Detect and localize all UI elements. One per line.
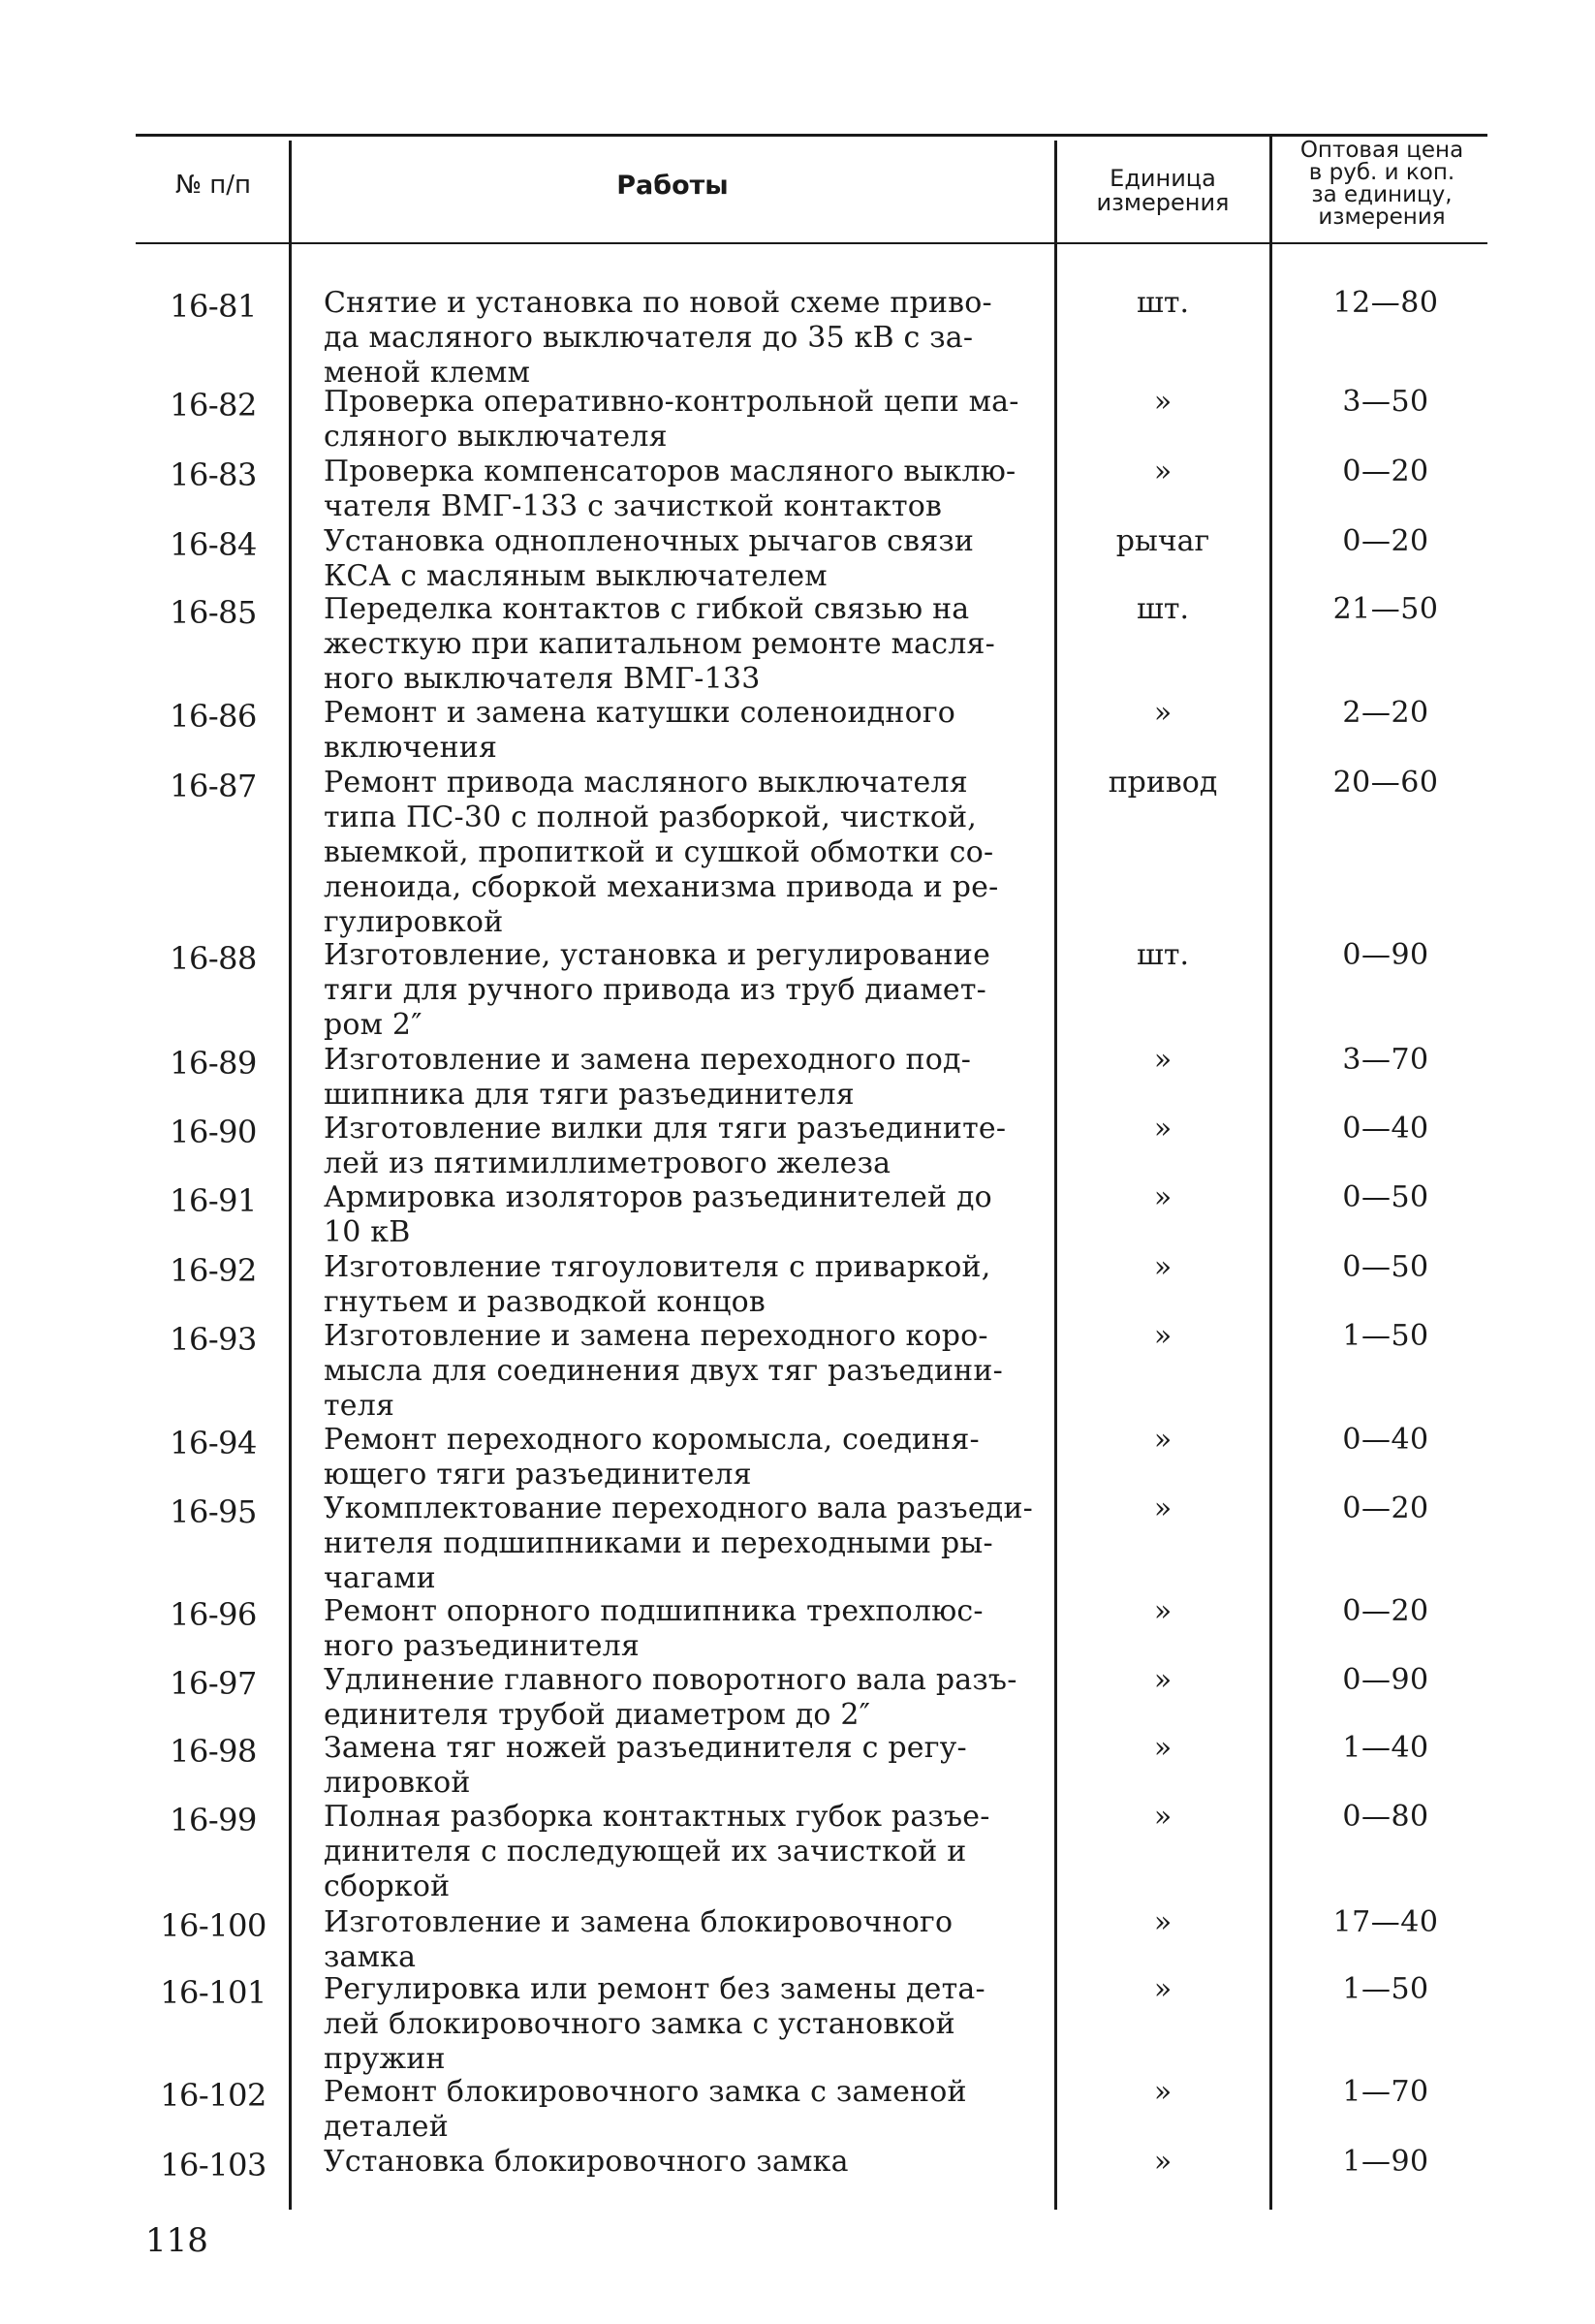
row-description-line: Ремонт и замена катушки соленоидного [324, 696, 956, 730]
row-price: 0—80 [1342, 1800, 1429, 1834]
row-price: 20—60 [1332, 766, 1439, 800]
row-unit: шт. [1136, 592, 1190, 626]
row-description-line: шипника для тяги разъединителя [324, 1078, 855, 1112]
row-description [324, 1180, 1047, 1250]
row-description-line: Полная разборка контактных губок разъе- [324, 1800, 990, 1834]
row-number: 16-101 [160, 1974, 266, 2011]
row-description [324, 766, 1047, 940]
row-unit: » [1153, 1905, 1173, 1939]
row-price: 0—20 [1342, 455, 1429, 488]
row-unit: » [1153, 2075, 1173, 2109]
row-price: 1—90 [1342, 2145, 1429, 2179]
row-price: 0—50 [1342, 1180, 1429, 1214]
row-price: 2—20 [1342, 696, 1429, 730]
row-number: 16-102 [160, 2077, 266, 2114]
header-price-line: за единицу, [1311, 182, 1453, 207]
row-description-line: Установка блокировочного замка [324, 2145, 849, 2179]
row-description-line: Изготовление вилки для тяги разъедините- [324, 1112, 1007, 1146]
row-description-line: 10 кВ [324, 1215, 411, 1249]
row-description [324, 1250, 1047, 1320]
row-description-line: ющего тяги разъединителя [324, 1458, 752, 1492]
row-number: 16-91 [170, 1182, 257, 1219]
row-description-line: леноида, сборкой механизма привода и ре- [324, 870, 999, 904]
row-description-line: Проверка компенсаторов масляного выклю- [324, 455, 1016, 488]
row-number: 16-96 [170, 1596, 257, 1633]
row-description-line: сборкой [324, 1869, 451, 1903]
row-description-line: Укомплектование переходного вала разъеди- [324, 1492, 1033, 1525]
row-description-line: да масляного выключателя до 35 кВ с за- [324, 321, 974, 355]
row-description [324, 286, 1047, 391]
row-unit: шт. [1136, 938, 1190, 972]
row-unit: » [1153, 1319, 1173, 1353]
row-unit: » [1153, 1112, 1173, 1146]
row-unit: » [1153, 1663, 1173, 1697]
row-description [324, 1663, 1047, 1733]
row-description-line: ром 2″ [324, 1008, 422, 1042]
row-description [324, 385, 1047, 455]
row-unit: » [1153, 1800, 1173, 1834]
row-number: 16-86 [170, 698, 257, 735]
row-unit: » [1153, 1043, 1173, 1077]
row-description-line: Регулировка или ремонт без замены дета- [324, 1972, 985, 2006]
header-bottom-rule [136, 242, 1487, 244]
row-price: 3—50 [1342, 385, 1429, 419]
row-price: 12—80 [1332, 286, 1439, 320]
row-price: 3—70 [1342, 1043, 1429, 1077]
row-price: 0—90 [1342, 1663, 1429, 1697]
row-description [324, 1594, 1047, 1664]
row-description-line: деталей [324, 2110, 449, 2144]
row-description-line: Переделка контактов с гибкой связью на [324, 592, 970, 626]
row-unit: » [1153, 696, 1173, 730]
row-description-line: сляного выключателя [324, 420, 668, 454]
row-unit: » [1153, 1180, 1173, 1214]
col-divider-1 [289, 141, 292, 2210]
row-description-line: Удлинение главного поворотного вала разъ- [324, 1663, 1017, 1697]
row-number: 16-85 [170, 594, 257, 631]
col-divider-2 [1054, 141, 1057, 2210]
row-price: 0—40 [1342, 1112, 1429, 1146]
row-description-line: единителя трубой диаметром до 2″ [324, 1698, 871, 1732]
row-unit: » [1153, 1972, 1173, 2006]
row-number: 16-93 [170, 1321, 257, 1358]
row-price: 17—40 [1332, 1905, 1439, 1939]
row-number: 16-98 [170, 1733, 257, 1770]
row-description [324, 938, 1047, 1043]
row-number: 16-97 [170, 1665, 257, 1702]
row-description-line: жесткую при капитальном ремонте масля- [324, 627, 995, 661]
row-unit: » [1153, 2145, 1173, 2179]
row-description-line: ного выключателя ВМГ-133 [324, 662, 761, 696]
header-num [145, 173, 281, 199]
row-unit: » [1153, 1594, 1173, 1628]
row-price: 1—70 [1342, 2075, 1429, 2109]
row-unit: рычаг [1115, 524, 1210, 558]
row-description-line: гнутьем и разводкой концов [324, 1285, 766, 1319]
row-number: 16-92 [170, 1252, 257, 1289]
row-price: 0—50 [1342, 1250, 1429, 1284]
row-description-line: лей блокировочного замка с установкой [324, 2007, 955, 2041]
row-description-line: чагами [324, 1561, 436, 1595]
row-description-line: лировкой [324, 1766, 471, 1800]
header-work [291, 173, 1054, 200]
row-description-line: Установка однопленочных рычагов связи [324, 524, 975, 558]
row-number: 16-89 [170, 1045, 257, 1082]
row-description-line: Изготовление и замена переходного коро- [324, 1319, 988, 1353]
row-price: 0—20 [1342, 524, 1429, 558]
row-number: 16-100 [160, 1907, 266, 1944]
row-number: 16-84 [170, 526, 257, 563]
row-number: 16-99 [170, 1802, 257, 1838]
header-price [1275, 140, 1488, 229]
header-unit-line: Единица [1110, 165, 1216, 192]
row-number: 16-83 [170, 456, 257, 493]
row-description-line: типа ПС-30 с полной разборкой, чисткой, [324, 801, 978, 834]
row-description-line: чателя ВМГ-133 с зачисткой контактов [324, 489, 943, 523]
row-price: 0—20 [1342, 1492, 1429, 1525]
row-price: 1—40 [1342, 1731, 1429, 1765]
row-number: 16-94 [170, 1425, 257, 1461]
row-number: 16-90 [170, 1114, 257, 1150]
row-number: 16-88 [170, 940, 257, 977]
row-description-line: пружин [324, 2042, 446, 2076]
row-description [324, 1043, 1047, 1113]
row-unit: » [1153, 455, 1173, 488]
row-description-line: ного разъединителя [324, 1629, 641, 1663]
row-price: 1—50 [1342, 1972, 1429, 2006]
row-description [324, 2075, 1047, 2145]
page-number: 118 [145, 2221, 208, 2260]
row-description [324, 1112, 1047, 1181]
row-unit: привод [1108, 766, 1218, 800]
row-unit: » [1153, 1423, 1173, 1457]
row-description-line: Ремонт привода масляного выключателя [324, 766, 968, 800]
table-top-rule [136, 134, 1487, 137]
row-description-line: гулировкой [324, 905, 504, 939]
header-price-line: измерения [1318, 204, 1446, 230]
row-description-line: мысла для соединения двух тяг разъедини- [324, 1354, 1003, 1388]
row-description-line: выемкой, пропиткой и сушкой обмотки со- [324, 835, 994, 869]
row-description [324, 1731, 1047, 1801]
row-description [324, 1800, 1047, 1904]
row-description [324, 1319, 1047, 1424]
row-description-line: Армировка изоляторов разъединителей до [324, 1180, 992, 1214]
row-unit: » [1153, 1731, 1173, 1765]
row-description-line: замка [324, 1940, 417, 1974]
row-description [324, 524, 1047, 594]
row-description [324, 696, 1047, 766]
row-description-line: лей из пятимиллиметрового железа [324, 1146, 891, 1180]
row-description-line: Изготовление тягоуловителя с приваркой, [324, 1250, 991, 1284]
row-number: 16-87 [170, 768, 257, 804]
row-description-line: включения [324, 731, 498, 765]
header-work-label: Работы [616, 171, 729, 201]
header-unit [1061, 167, 1265, 215]
row-description-line: КСА с масляным выключателем [324, 559, 828, 593]
header-price-line: в руб. и коп. [1308, 160, 1455, 185]
row-price: 1—50 [1342, 1319, 1429, 1353]
row-description [324, 2145, 1047, 2180]
row-unit: » [1153, 385, 1173, 419]
row-unit: шт. [1136, 286, 1190, 320]
row-number: 16-103 [160, 2147, 266, 2183]
row-unit: » [1153, 1250, 1173, 1284]
row-description-line: нителя подшипниками и переходными ры- [324, 1526, 993, 1560]
header-unit-line: измерения [1096, 189, 1230, 217]
row-description [324, 1492, 1047, 1596]
row-number: 16-81 [170, 288, 257, 325]
row-description-line: Изготовление, установка и регулирование [324, 938, 991, 972]
row-price: 0—90 [1342, 938, 1429, 972]
row-price: 0—40 [1342, 1423, 1429, 1457]
header-num-label: № п/п [174, 171, 252, 200]
row-description-line: Ремонт блокировочного замка с заменой [324, 2075, 967, 2109]
row-description-line: динителя с последующей их зачисткой и [324, 1835, 967, 1869]
row-description-line: Ремонт опорного подшипника трехполюс- [324, 1594, 984, 1628]
row-description [324, 1423, 1047, 1492]
row-description-line: Изготовление и замена переходного под- [324, 1043, 972, 1077]
row-description [324, 455, 1047, 524]
row-description-line: Замена тяг ножей разъединителя с регу- [324, 1731, 967, 1765]
row-number: 16-82 [170, 387, 257, 424]
row-price: 0—20 [1342, 1594, 1429, 1628]
header-price-line: Оптовая цена [1299, 138, 1464, 163]
row-description-line: Снятие и установка по новой схеме приво- [324, 286, 992, 320]
row-description [324, 1972, 1047, 2077]
row-description [324, 1905, 1047, 1975]
row-number: 16-95 [170, 1493, 257, 1530]
row-description-line: тяги для ручного привода из труб диамет- [324, 973, 986, 1007]
row-description-line: Проверка оперативно-контрольной цепи ма- [324, 385, 1019, 419]
row-price: 21—50 [1332, 592, 1439, 626]
col-divider-3 [1269, 136, 1272, 2210]
row-description-line: теля [324, 1389, 395, 1423]
row-description-line: Изготовление и замена блокировочного [324, 1905, 954, 1939]
row-description-line: меной клемм [324, 356, 531, 390]
row-description-line: Ремонт переходного коромысла, соединя- [324, 1423, 980, 1457]
row-description [324, 592, 1047, 697]
row-unit: » [1153, 1492, 1173, 1525]
